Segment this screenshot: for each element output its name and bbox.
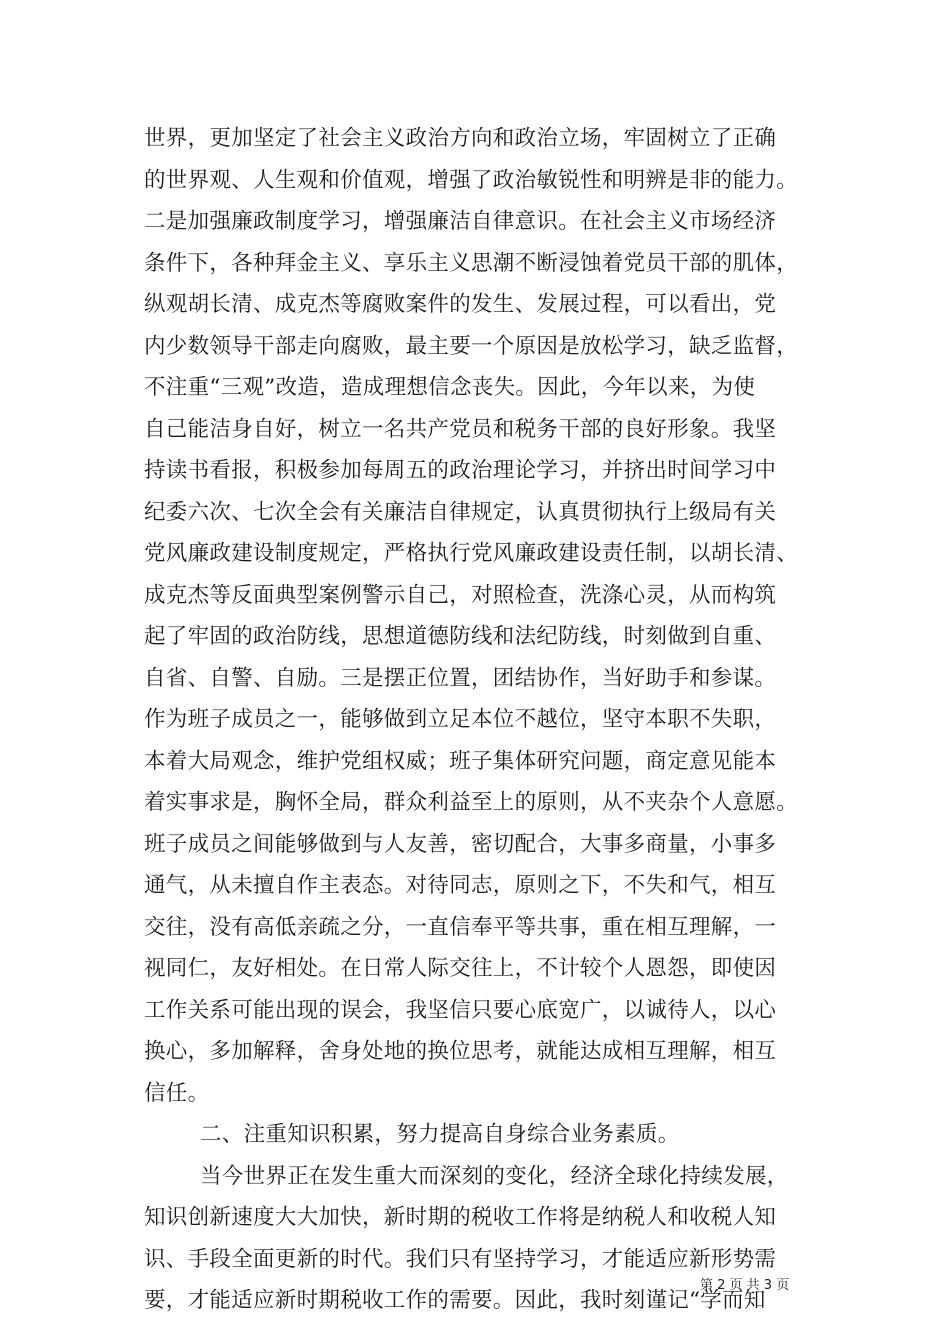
text-line: 不注重“三观”改造，造成理想信念丧失。因此，今年以来，为使 [144, 375, 756, 400]
text-line: 的世界观、人生观和价值观，增强了政治敏锐性和明辨是非的能力。 [144, 167, 799, 193]
text-line: 要，才能适应新时期税收工作的需要。因此，我时刻谨记“学而知 [144, 1288, 766, 1313]
text-line: 起了牢固的政治防线，思想道德防线和法纪防线，时刻做到自重、 [144, 624, 777, 649]
text-line: 识、手段全面更新的时代。我们只有坚持学习，才能适应新形势需 [144, 1246, 777, 1272]
text-line: 条件下，各种拜金主义、享乐主义思潮不断浸蚀着党员干部的肌体， [144, 250, 799, 276]
text-line: 世界，更加坚定了社会主义政治方向和政治立场，牢固树立了正确 [144, 126, 777, 151]
section-heading: 二、注重知识积累，努力提高自身综合业务素质。 [200, 1122, 680, 1147]
text-line: 着实事求是，胸怀全局，群众利益至上的原则，从不夹杂个人意愿。 [144, 790, 799, 815]
text-line: 本着大局观念，维护党组权威；班子集体研究问题，商定意见能本 [144, 748, 777, 774]
text-line: 作为班子成员之一，能够做到立足本位不越位，坚守本职不失职， [144, 707, 777, 732]
text-line: 持读书看报，积极参加每周五的政治理论学习，并挤出时间学习中 [144, 458, 777, 483]
text-line: 自省、自警、自励。三是摆正位置，团结协作，当好助手和参谋。 [144, 665, 777, 691]
text-line: 内少数领导干部走向腐败，最主要一个原因是放松学习，缺乏监督， [144, 333, 799, 359]
text-line: 纪委六次、七次全会有关廉洁自律规定，认真贯彻执行上级局有关 [144, 499, 777, 525]
text-line: 视同仁，友好相处。在日常人际交往上，不计较个人恩怨，即使因 [144, 956, 777, 981]
text-line: 换心，多加解释，舍身处地的换位思考，就能达成相互理解，相互 [144, 1039, 777, 1064]
text-line: 知识创新速度大大加快，新时期的税收工作将是纳税人和收税人知 [144, 1205, 777, 1230]
text-line: 成克杰等反面典型案例警示自己，对照检查，洗涤心灵，从而构筑 [144, 582, 777, 608]
text-line: 班子成员之间能够做到与人友善，密切配合，大事多商量，小事多 [144, 831, 777, 857]
paragraph-first-line: 当今世界正在发生重大而深刻的变化，经济全球化持续发展， [200, 1163, 789, 1189]
text-line: 信任。 [144, 1080, 210, 1106]
text-line: 二是加强廉政制度学习，增强廉洁自律意识。在社会主义市场经济 [144, 209, 777, 234]
text-line: 自己能洁身自好，树立一名共产党员和税务干部的良好形象。我坚 [144, 416, 777, 442]
body-text [144, 118, 824, 1322]
text-line: 纵观胡长清、成克杰等腐败案件的发生、发展过程，可以看出，党 [144, 292, 777, 317]
text-line: 工作关系可能出现的误会，我坚信只要心底宽广，以诚待人，以心 [144, 997, 777, 1023]
text-line: 党风廉政建设制度规定，严格执行党风廉政建设责任制，以胡长清、 [144, 541, 799, 566]
text-line: 交往，没有高低亲疏之分，一直信奉平等共事，重在相互理解，一 [144, 914, 777, 940]
text-line: 通气，从未擅自作主表态。对待同志，原则之下，不失和气，相互 [144, 873, 777, 898]
page-number-footer: 第 2 页 共 3 页 [700, 1278, 790, 1293]
